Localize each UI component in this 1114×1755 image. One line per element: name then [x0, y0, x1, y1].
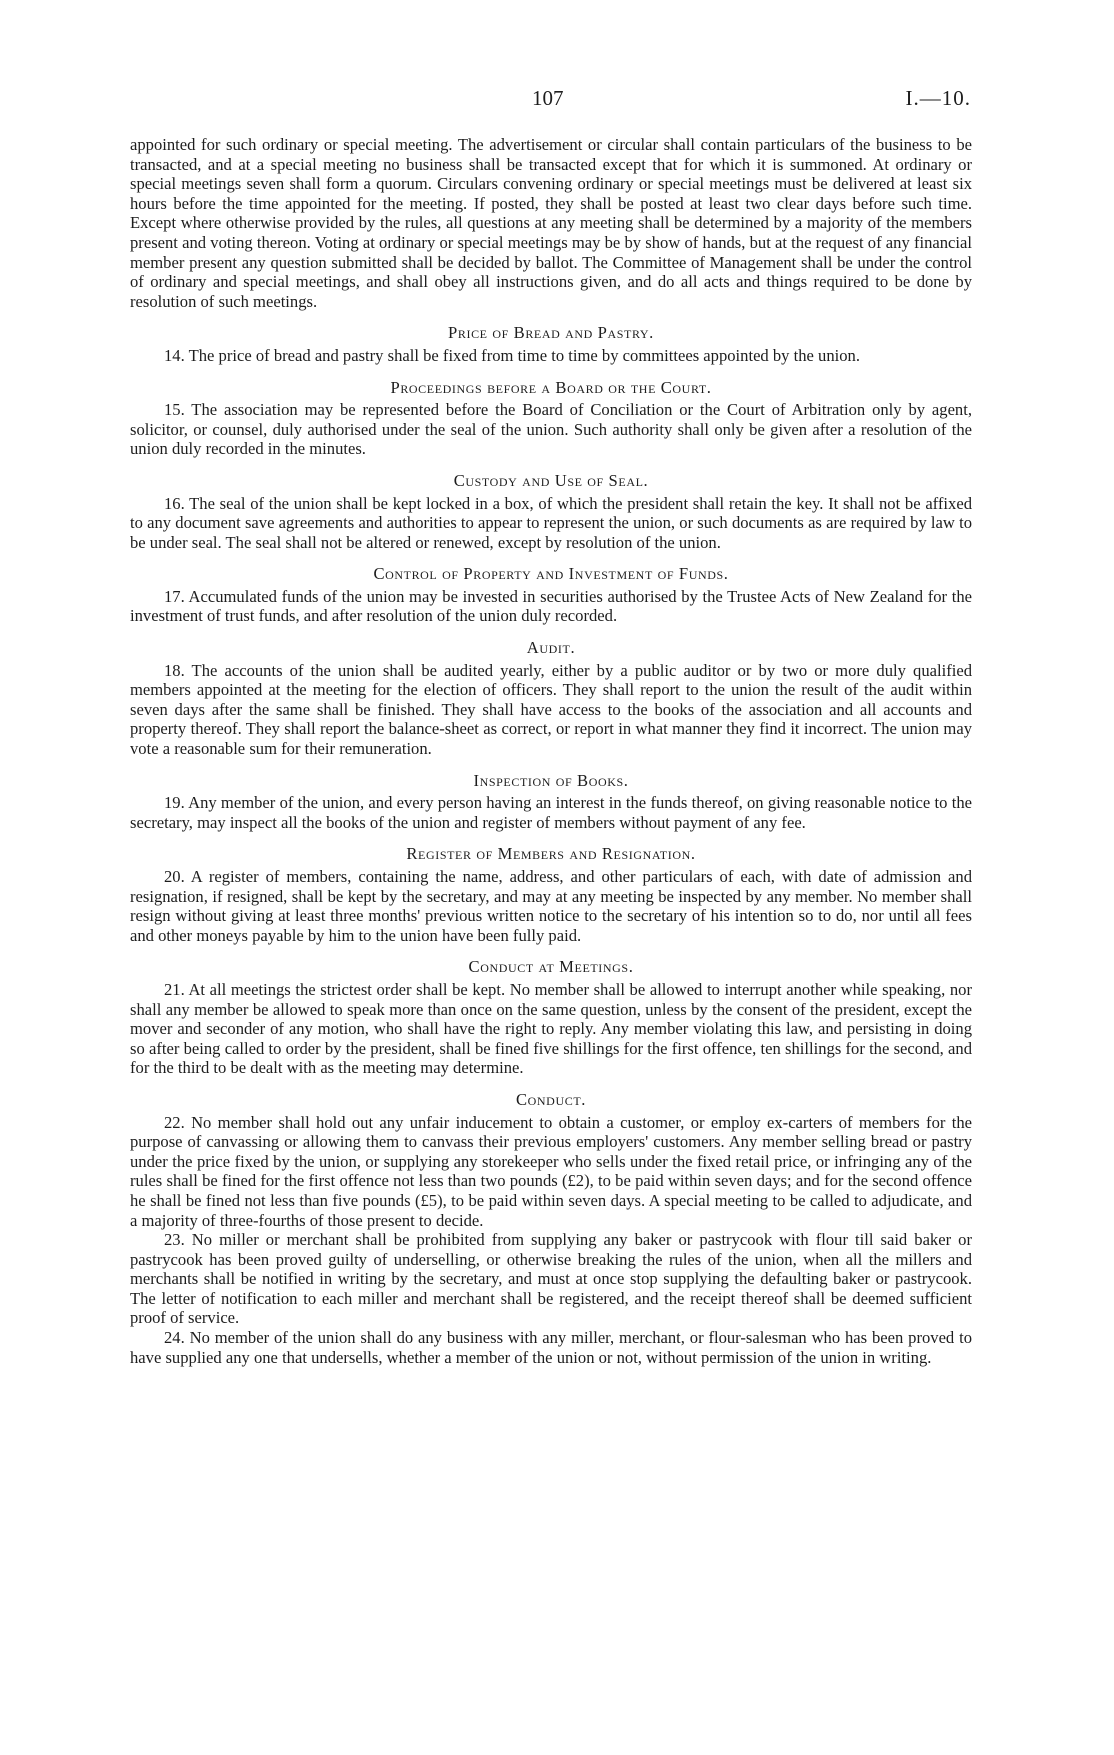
clause-23: 23. No miller or merchant shall be prohibited from supplying any baker or pastrycook with flour till said baker or pastrycook has been proved guilty of underselling, or otherwise breaking the rules of the union, when all the millers and merchants shall be notified in writing by the secretary, and must at once stop supplying the defaulting baker or pastrycook. The letter of notification to each miller and merchant shall be registered, and the receipt thereof shall be deemed sufficient proof of service. — [130, 1230, 972, 1328]
page-number: 107 — [532, 86, 564, 110]
section-heading-control-of-property: Control of Property and Investment of Funds. — [373, 564, 729, 584]
clause-19: 19. Any member of the union, and every person having an interest in the funds thereof, on giving reasonable notice to the secretary, may inspect all the books of the union and register of members without payment of any fee. — [130, 793, 972, 832]
page-header — [0, 86, 1114, 116]
section-heading-audit: Audit. — [526, 638, 576, 658]
section-heading-conduct-at-meetings: Conduct at Meetings. — [468, 957, 634, 977]
section-heading-register-of-members: Register of Members and Resignation. — [406, 844, 696, 864]
opening-paragraph: appointed for such ordinary or special meeting. The advertisement or circular shall contain particulars of the business to be transacted, and at a special meeting no business shall be transacted except that for which it is summoned. At ordinary or special meetings seven shall form a quorum. Circulars convening ordinary or special meetings must be delivered at least six hours before the time appointed for the meeting. If posted, they shall be posted at least two clear days before such time. Except where otherwise provided by the rules, all questions at any meeting shall be determined by a majority of the members present and voting thereon. Voting at ordinary or special meetings may be by show of hands, but at the request of any financial member present any question submitted shall be decided by ballot. The Committee of Management shall be under the control of ordinary and special meetings, and shall obey all instructions given, and do all acts and things required to be done by resolution of such meetings. — [130, 135, 972, 311]
document-reference: I.—10. — [905, 86, 971, 110]
clause-22: 22. No member shall hold out any unfair inducement to obtain a customer, or employ ex-carters of members for the purpose of canvassing or allowing them to canvass their previous employers' customers. Any member selling bread or pastry under the price fixed by the union, or supplying any storekeeper who sells under the fixed retail price, or infringing any of the rules shall be fined for the first offence not less than two pounds (£2), to be paid within seven days; and for the second offence he shall be fined not less than five pounds (£5), to be paid within seven days. A special meeting to be called to adjudicate, and a majority of three-fourths of those present to decide. — [130, 1112, 972, 1230]
section-heading-conduct: Conduct. — [515, 1089, 586, 1109]
section-heading-inspection-of-books: Inspection of Books. — [473, 770, 629, 790]
clause-24: 24. No member of the union shall do any business with any miller, merchant, or flour-salesman who has been proved to have supplied any one that undersells, whether a member of the union or not, without permission of the union in writing. — [130, 1328, 972, 1367]
clause-16: 16. The seal of the union shall be kept locked in a box, of which the president shall retain the key. It shall not be affixed to any document save agreements and authorities to appear to represent the union, or such documents as are required by law to be under seal. The seal shall not be altered or renewed, except by resolution of the union. — [130, 493, 972, 552]
section-heading-proceedings: Proceedings before a Board or the Court. — [390, 377, 712, 397]
body-text — [130, 135, 972, 1367]
clause-21: 21. At all meetings the strictest order shall be kept. No member shall be allowed to interrupt another while speaking, nor shall any member be allowed to speak more than once on the same question, unless by the consent of the president, except the mover and seconder of any motion, who shall have the right to reply. Any member violating this law, and persisting in doing so after being called to order by the president, shall be fined five shillings for the first offence, ten shillings for the second, and for the third to be dealt with as the meeting may determine. — [130, 979, 972, 1078]
clause-17: 17. Accumulated funds of the union may be invested in securities authorised by the Trustee Acts of New Zealand for the investment of trust funds, and after resolution of the union duly recorded. — [130, 586, 972, 626]
section-heading-custody-of-seal: Custody and Use of Seal. — [453, 470, 649, 490]
section-heading-price-of-bread: Price of Bread and Pastry. — [448, 323, 654, 343]
clause-18: 18. The accounts of the union shall be audited yearly, either by a public auditor or by two or more duly qualified members appointed at the meeting for the election of officers. They shall report to the union the result of the audit within seven days after the same shall be finished. They shall have access to the books of the association and all accounts and property thereof. They shall report the balance-sheet as correct, or report in what manner they find it incorrect. The union may vote a reasonable sum for their remuneration. — [130, 660, 972, 759]
clause-15: 15. The association may be represented before the Board of Conciliation or the Court of Arbitration only by agent, solicitor, or counsel, duly authorised under the seal of the union. Such authority shall only be given after a resolution of the union duly recorded in the minutes. — [130, 400, 972, 459]
clause-20: 20. A register of members, containing the name, address, and other particulars of each, with date of admission and resignation, if resigned, shall be kept by the secretary, and may at any meeting be inspected by any member. No member shall resign without giving at least three months' previous written notice to the secretary of his intention so to do, nor until all fees and other moneys payable by him to the union have been fully paid. — [130, 867, 972, 945]
clause-14: 14. The price of bread and pastry shall be fixed from time to time by committees appointed by the union. — [164, 345, 860, 365]
